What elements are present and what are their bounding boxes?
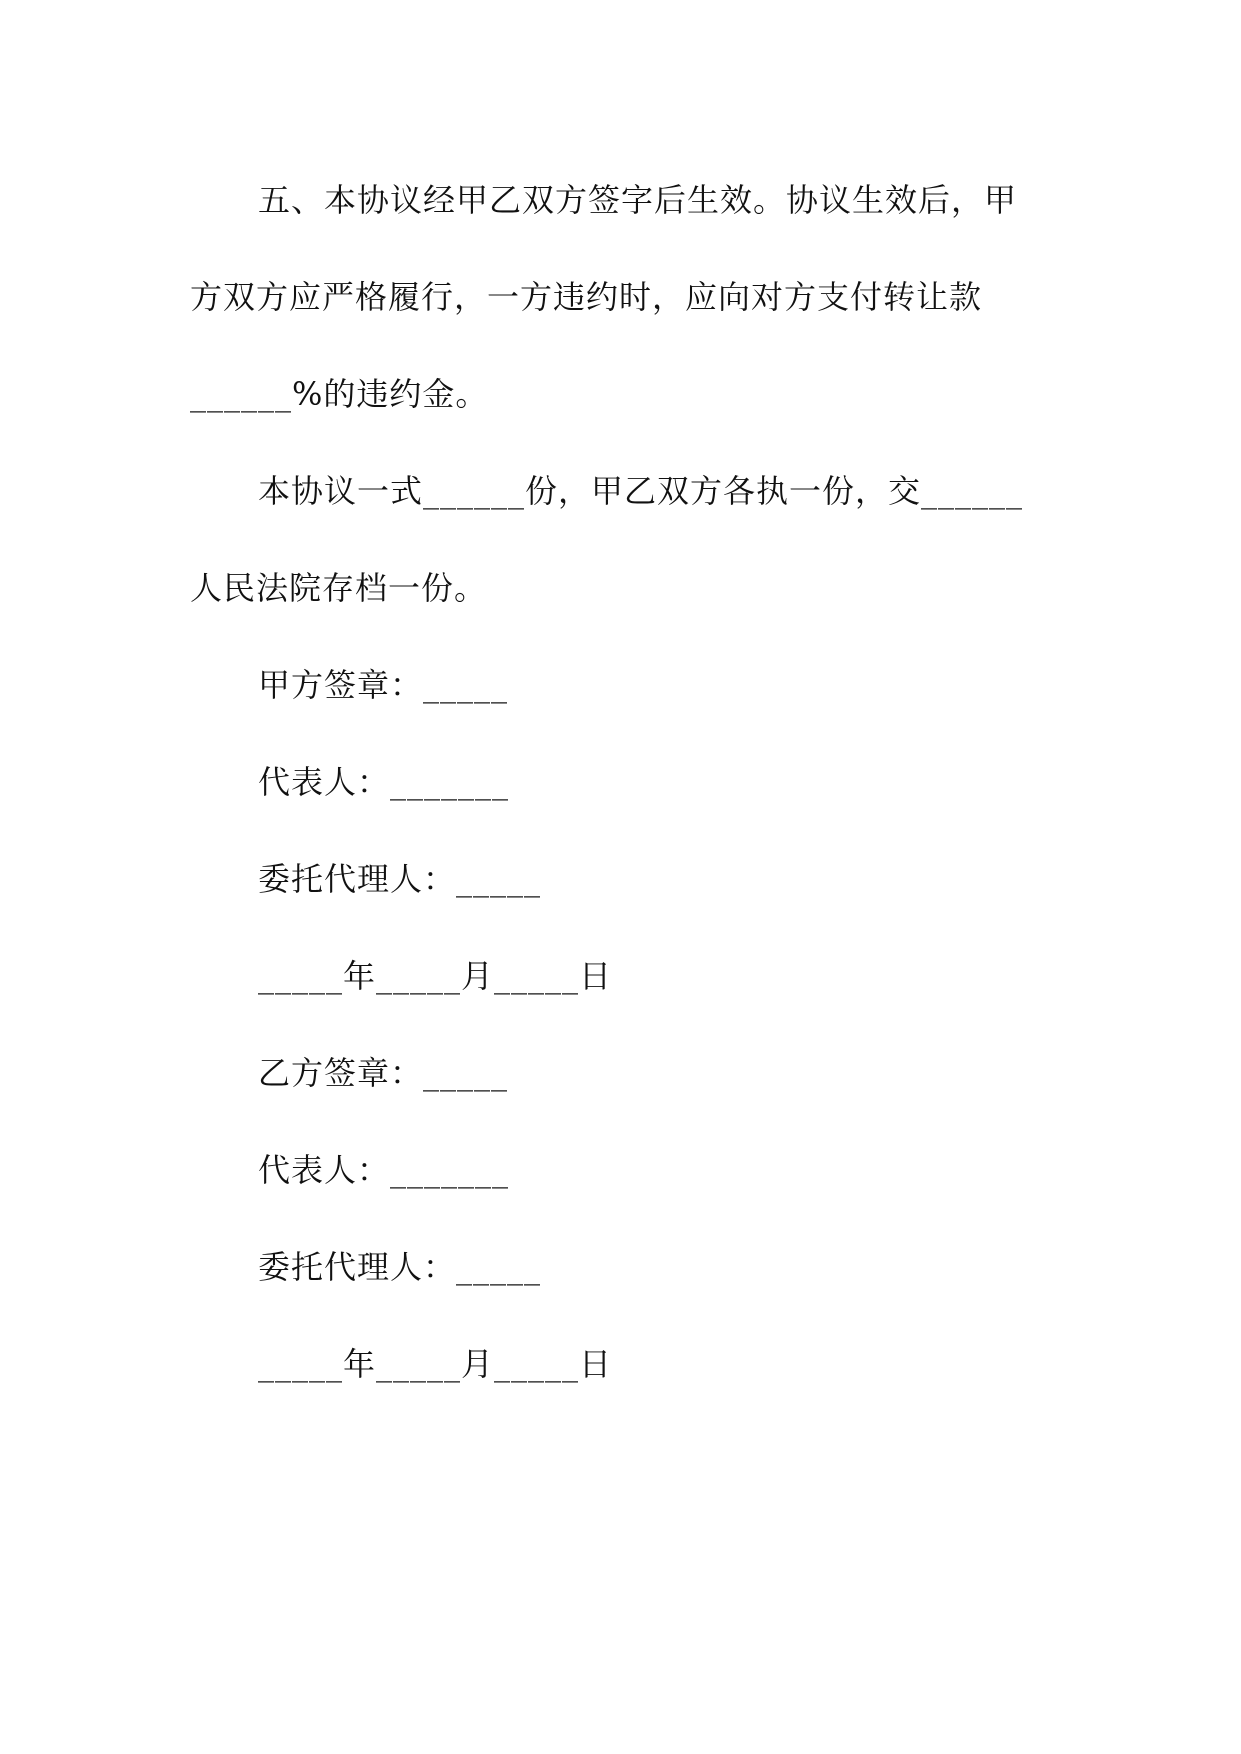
party-a-representative: 代表人：_______ — [258, 763, 510, 801]
copies-line-2: 人民法院存档一份。 — [190, 569, 488, 607]
party-b-representative: 代表人：_______ — [258, 1151, 510, 1189]
clause-5-line-1: 五、本协议经甲乙双方签字后生效。协议生效后，甲 — [258, 181, 1018, 219]
copies-line-1: 本协议一式______份，甲乙双方各执一份，交______ — [258, 472, 1024, 510]
clause-5-line-2: 方双方应严格履行，一方违约时，应向对方支付转让款 — [190, 278, 983, 316]
party-a-agent: 委托代理人：_____ — [258, 860, 542, 898]
clause-5-line-3: ______%的违约金。 — [190, 375, 489, 413]
party-b-date: _____年_____月_____日 — [258, 1345, 613, 1383]
party-a-date: _____年_____月_____日 — [258, 957, 613, 995]
party-b-agent: 委托代理人：_____ — [258, 1248, 542, 1286]
party-b-seal: 乙方签章：_____ — [258, 1054, 509, 1092]
party-a-seal: 甲方签章：_____ — [258, 666, 509, 704]
